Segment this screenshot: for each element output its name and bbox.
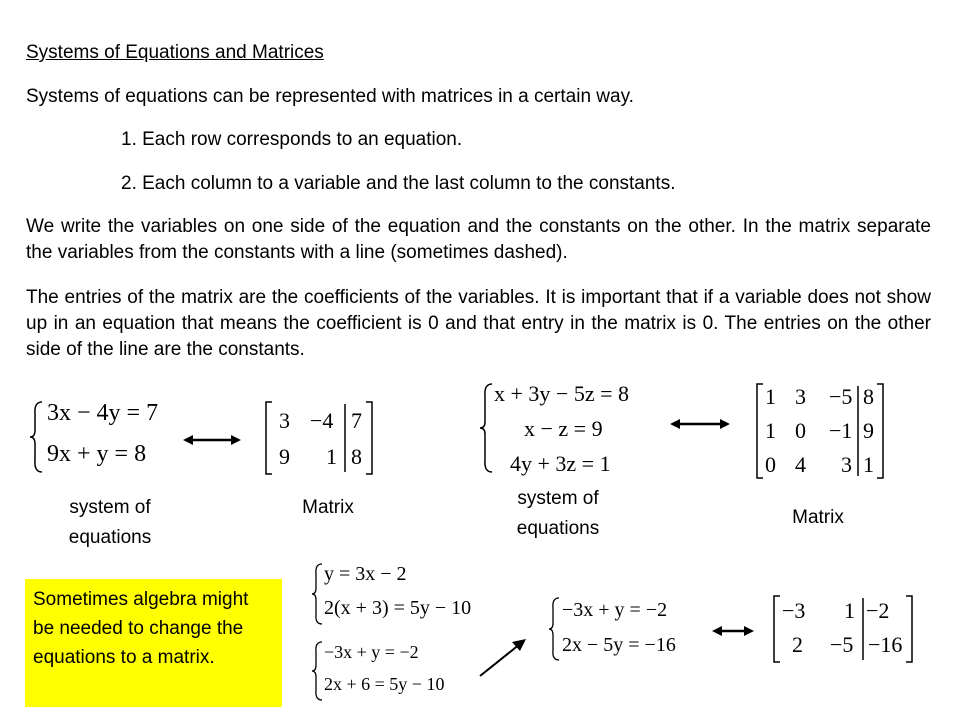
example1-matrix — [264, 400, 374, 476]
matrix-cell: 0 — [765, 452, 776, 477]
matrix-cell: 3 — [841, 452, 852, 477]
rule-1: 1. Each row corresponds to an equation. — [121, 129, 463, 150]
double-arrow-icon — [670, 416, 730, 432]
matrix-cell: −5 — [830, 632, 854, 657]
matrix-cell: 1 — [844, 598, 855, 623]
example1-matrix-label: Matrix — [302, 497, 354, 518]
double-arrow-icon — [183, 432, 241, 448]
matrix-cell: 1 — [863, 452, 874, 477]
left-brace-icon — [312, 562, 324, 626]
matrix-cell: 2 — [792, 632, 803, 657]
label-line: equations — [68, 527, 152, 548]
algebra-note: Sometimes algebra might be needed to change the equations to a matrix. — [25, 579, 282, 707]
matrix-cell: −1 — [829, 418, 853, 443]
example2-equation-3: 4y + 3z = 1 — [510, 451, 611, 476]
matrix-cell: 8 — [351, 444, 362, 469]
matrix-cell: 1 — [765, 384, 776, 409]
left-brace-icon — [312, 640, 324, 702]
matrix-cell: −2 — [866, 598, 890, 623]
matrix-cell: 4 — [795, 452, 806, 477]
example1-equation-2: 9x + y = 8 — [47, 441, 147, 467]
example2-matrix-label: Matrix — [792, 507, 844, 528]
matrix-cell: 1 — [326, 444, 337, 469]
matrix-cell: 9 — [863, 418, 874, 443]
matrix-cell: −3 — [782, 598, 806, 623]
paragraph-variables: We write the variables on one side of the equation and the constants on the other. In the matrix separate the variables from the constants with a line (sometimes dashed). — [26, 216, 931, 263]
matrix-cell: 8 — [863, 384, 874, 409]
example3-original-a-1: y = 3x − 2 — [324, 563, 407, 585]
matrix-cell: −4 — [310, 408, 334, 433]
example2-equation-1: x + 3y − 5z = 8 — [494, 381, 629, 406]
left-brace-icon — [549, 596, 561, 662]
example3-matrix — [772, 594, 914, 664]
example3-original-b-1: −3x + y = −2 — [324, 642, 419, 662]
example3-original-b-2: 2x + 6 = 5y − 10 — [324, 674, 445, 694]
paragraph-entries: The entries of the matrix are the coefficients of the variables. It is important that if a variable does not show up in an equation that means the coefficient is 0 and that entry in the matrix is 0. The entries on the other side of the line are the constants. — [26, 287, 931, 360]
label-line: system of — [517, 488, 599, 509]
example1-equation-1: 3x − 4y = 7 — [47, 400, 159, 426]
left-brace-icon — [30, 400, 44, 474]
example2-equation-2: x − z = 9 — [524, 416, 603, 441]
example2-matrix — [755, 382, 885, 480]
matrix-cell: 3 — [795, 384, 806, 409]
label-line: equations — [516, 518, 600, 539]
intro-text: Systems of equations can be represented with matrices in a certain way. — [26, 86, 634, 107]
double-arrow-icon — [712, 624, 754, 638]
diagonal-arrow-icon — [478, 638, 528, 678]
matrix-cell: 3 — [279, 408, 290, 433]
matrix-cell: 7 — [351, 408, 362, 433]
matrix-cell: −5 — [829, 384, 853, 409]
example2-system-label — [488, 484, 628, 544]
page-title: Systems of Equations and Matrices — [26, 42, 324, 63]
rule-2: 2. Each column to a variable and the last column to the constants. — [121, 173, 676, 194]
example3-rewritten-2: 2x − 5y = −16 — [562, 634, 676, 656]
example1-system-label — [40, 493, 180, 553]
left-brace-icon — [480, 382, 494, 474]
example3-original-a-2: 2(x + 3) = 5y − 10 — [324, 597, 472, 619]
matrix-cell: 0 — [795, 418, 806, 443]
matrix-cell: 1 — [765, 418, 776, 443]
matrix-cell: −16 — [868, 632, 903, 657]
matrix-cell: 9 — [279, 444, 290, 469]
example3-rewritten-1: −3x + y = −2 — [562, 599, 668, 621]
label-line: system of — [69, 497, 151, 518]
